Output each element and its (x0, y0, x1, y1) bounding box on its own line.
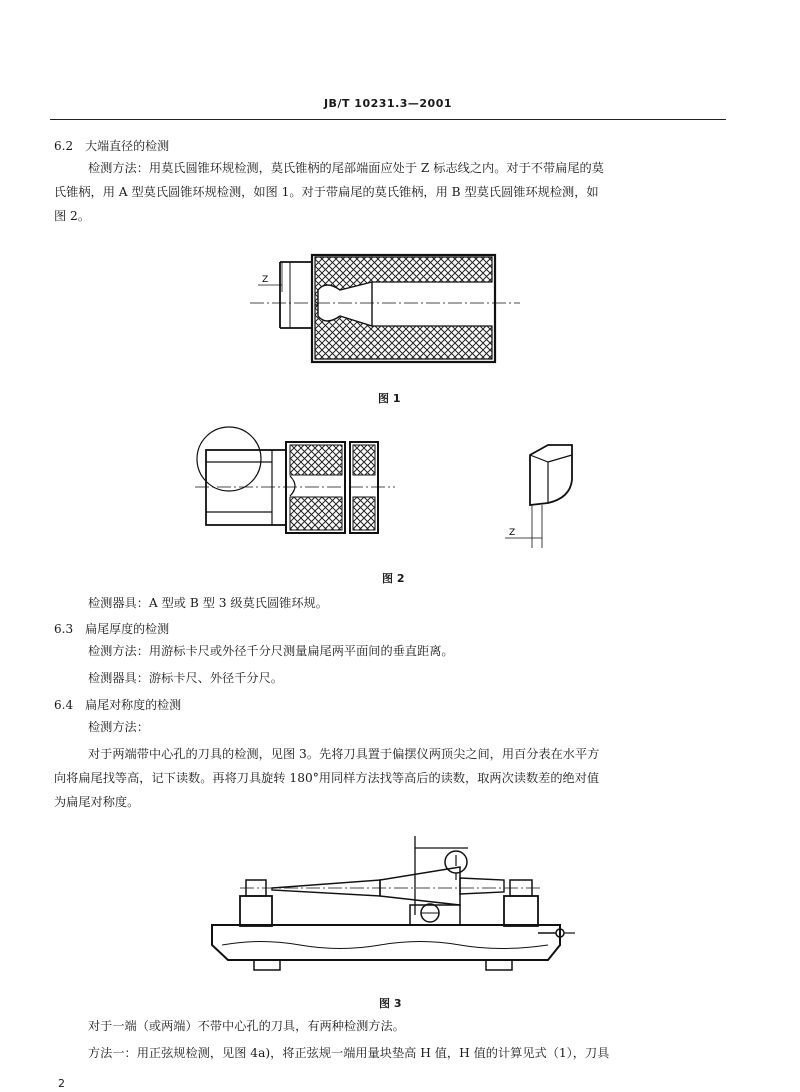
page-header (50, 97, 726, 120)
paragraph-line: 图 2。 (54, 209, 91, 223)
after-line-1: 对于一端（或两端）不带中心孔的刀具，有两种检测方法。 (88, 1019, 405, 1033)
fig1-z-label: Z (262, 275, 269, 285)
paragraph-line: 检测方法：用莫氏圆锥环规检测，莫氏锥柄的尾部端面应处于 Z 标志线之内。对于不带扁尾的莫 (88, 161, 604, 175)
section-6-2-body (54, 156, 744, 228)
section-6-4-method-label: 检测方法： (88, 720, 149, 734)
ring-gauge-a (250, 255, 520, 362)
after-line-2: 方法一：用正弦规检测，见图 4a)，将正弦规一端用量块垫高 H 值，H 值的计算见式（1），刀具 (88, 1046, 610, 1060)
ring-gauge-b (195, 427, 395, 533)
paragraph-line: 为扁尾对称度。 (54, 795, 140, 809)
section-6-4-body (54, 742, 754, 814)
section-6-3-method: 检测方法：用游标卡尺或外径千分尺测量扁尾两平面间的垂直距离。 (88, 644, 454, 658)
figure-1-caption: 图 1 (378, 392, 401, 405)
paragraph-line: 向将扁尾找等高，记下读数。再将刀具旋转 180°用同样方法找等高后的读数，取两次读数差的绝对值 (54, 771, 600, 785)
section-6-2-heading: 6.2 大端直径的检测 (54, 139, 170, 153)
paragraph-line: 对于两端带中心孔的刀具的检测，见图 3。先将刀具置于偏摆仪两顶尖之间，用百分表在水平方 (88, 747, 600, 761)
page-number: 2 (58, 1077, 65, 1090)
tang-detail (505, 445, 572, 548)
standard-code: JB/T 10231.3—2001 (323, 97, 453, 110)
figure-2-caption: 图 2 (382, 572, 405, 585)
fig2-z-label: Z (509, 528, 516, 538)
figure-3-caption: 图 3 (379, 997, 402, 1010)
paragraph-line: 氏锥柄，用 A 型莫氏圆锥环规检测，如图 1。对于带扁尾的莫氏锥柄，用 B 型莫氏圆锥环规检测，如 (54, 185, 599, 199)
section-6-4-heading: 6.4 扁尾对称度的检测 (54, 698, 182, 712)
gauge-tools-line: 检测器具：A 型或 B 型 3 级莫氏圆锥环规。 (88, 596, 328, 610)
section-6-3-tools: 检测器具：游标卡尺、外径千分尺。 (88, 671, 283, 685)
section-6-3-heading: 6.3 扁尾厚度的检测 (54, 622, 170, 636)
runout-tester (212, 836, 575, 970)
